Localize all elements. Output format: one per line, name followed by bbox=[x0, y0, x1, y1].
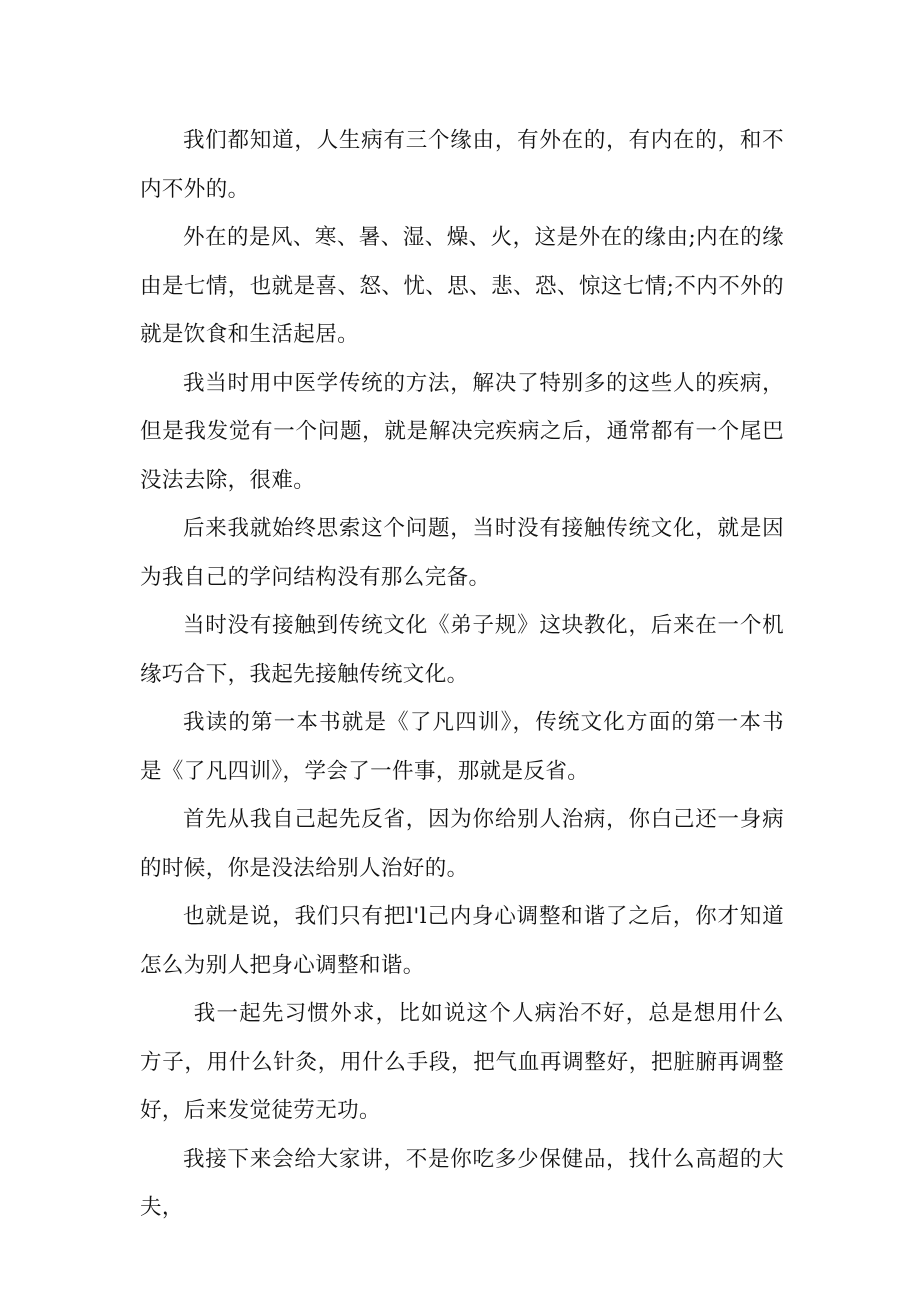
paragraph-10: 我接下来会给大家讲，不是你吃多少保健品，找什么高超的大夫， bbox=[140, 1146, 784, 1220]
paragraph-8: 也就是说，我们只有把l'l己内身心调整和谐了之后，你才知道怎么为别人把身心调整和谐。 bbox=[140, 904, 784, 978]
paragraph-5: 当时没有接触到传统文化《弟子规》这块教化，后来在一个机缘巧合下，我起先接触传统文化。 bbox=[140, 613, 784, 687]
paragraph-2: 外在的是风、寒、暑、湿、燥、火，这是外在的缘由;内在的缘由是七情，也就是喜、怒、忧、思、悲、恐、惊这七情;不内不外的就是饮食和生活起居。 bbox=[140, 225, 784, 347]
paragraph-6: 我读的第一本书就是《了凡四训》，传统文化方面的第一本书是《了凡四训》，学会了一件事，那就是反省。 bbox=[140, 710, 784, 784]
document-body bbox=[140, 117, 784, 1233]
paragraph-4: 后来我就始终思索这个问题，当时没有接触传统文化，就是因为我自己的学问结构没有那么完备。 bbox=[140, 516, 784, 590]
paragraph-7: 首先从我自己起先反省，因为你给别人治病，你白己还一身病的时候，你是没法给别人治好的。 bbox=[140, 807, 784, 881]
paragraph-3: 我当时用中医学传统的方法，解决了特别多的这些人的疾病，但是我发觉有一个问题，就是解决完疾病之后，通常都有一个尾巴没法去除，很难。 bbox=[140, 370, 784, 493]
paragraph-1: 我们都知道，人生病有三个缘由，有外在的，有内在的，和不内不外的。 bbox=[140, 128, 784, 202]
paragraph-9: 我一起先习惯外求，比如说这个人病治不好，总是想用什么方子，用什么针灸，用什么手段，把气血再调整好，把脏腑再调整好，后来发觉徒劳无功。 bbox=[140, 1001, 784, 1123]
